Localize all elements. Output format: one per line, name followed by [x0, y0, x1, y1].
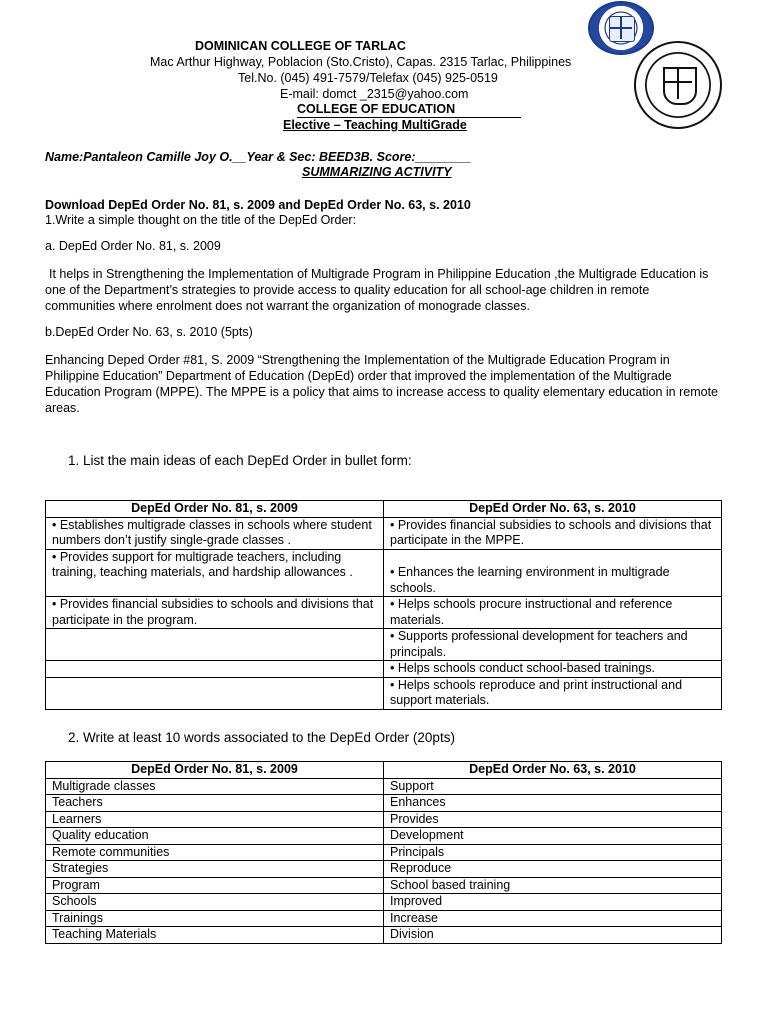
table1-cell: • Enhances the learning environment in multigrade schools.: [384, 549, 722, 597]
table1-header-81: DepEd Order No. 81, s. 2009: [46, 501, 384, 518]
table1-cell: • Helps schools conduct school-based trainings.: [384, 661, 722, 678]
q1a-answer: It helps in Strengthening the Implementation of Multigrade Program in Philippine Education ,the Multigrade Education is one of the Department’s strategies to provide access to quality education for all school-age children in remote communities where enrolment does not warrant the organization of monograde classes.: [45, 267, 709, 313]
table2-cell: Principals: [384, 844, 722, 861]
table2-header-63: DepEd Order No. 63, s. 2010: [384, 762, 722, 779]
table-row: [46, 894, 722, 911]
table2-cell: Reproduce: [384, 861, 722, 878]
table-row: [46, 661, 722, 678]
words-prompt: 2. Write at least 10 words associated to the DepEd Order (20pts): [68, 730, 455, 745]
table1-cell: • Establishes multigrade classes in schools where student numbers don’t justify single-grade classes .: [46, 517, 384, 549]
seal-shield-icon: [663, 67, 697, 105]
q1b-label: b.DepEd Order No. 63, s. 2010 (5pts): [45, 325, 253, 339]
table2-cell: Teachers: [46, 795, 384, 812]
table1-cell: • Provides financial subsidies to schools and divisions that participate in the program.: [46, 597, 384, 629]
school-tel: Tel.No. (045) 491-7579/Telefax (045) 925-0519: [238, 71, 498, 85]
table1-cell: • Provides financial subsidies to schools and divisions that participate in the MPPE.: [384, 517, 722, 549]
table-row: [46, 811, 722, 828]
table-row: [46, 517, 722, 549]
table2-cell: Teaching Materials: [46, 927, 384, 944]
table2-cell: Enhances: [384, 795, 722, 812]
table1-header-63: DepEd Order No. 63, s. 2010: [384, 501, 722, 518]
school-name: DOMINICAN COLLEGE OF TARLAC: [195, 39, 406, 53]
table2-cell: Multigrade classes: [46, 778, 384, 795]
table2-cell: Division: [384, 927, 722, 944]
table-row: [46, 877, 722, 894]
table2-cell: Quality education: [46, 828, 384, 845]
table1-cell: • Helps schools reproduce and print instructional and support materials.: [384, 677, 722, 709]
table-row: [46, 861, 722, 878]
table-row: [46, 549, 722, 597]
table-row: [46, 910, 722, 927]
college-seal-blue: [588, 1, 654, 55]
table2-cell: Improved: [384, 894, 722, 911]
table-row: [46, 677, 722, 709]
table2-cell: Provides: [384, 811, 722, 828]
table1-cell: [46, 677, 384, 709]
table2-cell: Development: [384, 828, 722, 845]
table2-cell: Strategies: [46, 861, 384, 878]
table1-cell: • Provides support for multigrade teachers, including training, teaching materials, and hardship allowances .: [46, 549, 384, 597]
seal-cross-bar: [665, 81, 692, 83]
college-name: COLLEGE OF EDUCATION: [297, 102, 521, 118]
table-row: [46, 795, 722, 812]
table1-cell: [46, 629, 384, 661]
table-row: [46, 844, 722, 861]
seal-cross-bar: [610, 27, 632, 29]
school-email: E-mail: domct _2315@yahoo.com: [280, 87, 469, 101]
table2-cell: School based training: [384, 877, 722, 894]
associated-words-table: [45, 761, 722, 944]
download-line: Download DepEd Order No. 81, s. 2009 and DepEd Order No. 63, s. 2010: [45, 198, 471, 212]
table2-cell: Increase: [384, 910, 722, 927]
table1-cell: [46, 661, 384, 678]
student-info: Name:Pantaleon Camille Joy O.__Year & Sec: BEED3B. Score:________: [45, 150, 472, 164]
table-row: [46, 778, 722, 795]
activity-title: SUMMARIZING ACTIVITY: [302, 165, 452, 179]
table-row: [46, 828, 722, 845]
table2-cell: Program: [46, 877, 384, 894]
main-ideas-table: [45, 500, 722, 710]
table1-cell: • Helps schools procure instructional and reference materials.: [384, 597, 722, 629]
q1a-label: a. DepEd Order No. 81, s. 2009: [45, 239, 221, 253]
table-row: [46, 597, 722, 629]
list-prompt: 1. List the main ideas of each DepEd Order in bullet form:: [68, 453, 412, 468]
table2-cell: Remote communities: [46, 844, 384, 861]
table2-cell: Trainings: [46, 910, 384, 927]
seal-shield-icon: [609, 16, 635, 42]
q1-prompt: 1.Write a simple thought on the title of the DepEd Order:: [45, 213, 357, 227]
table1-cell: • Supports professional development for teachers and principals.: [384, 629, 722, 661]
college-seal-black: [634, 41, 722, 129]
table-row: [46, 629, 722, 661]
course-title: Elective – Teaching MultiGrade: [283, 118, 467, 132]
table2-cell: Learners: [46, 811, 384, 828]
table2-cell: Support: [384, 778, 722, 795]
table2-header-81: DepEd Order No. 81, s. 2009: [46, 762, 384, 779]
table2-cell: Schools: [46, 894, 384, 911]
q1b-answer: Enhancing Deped Order #81, S. 2009 “Strengthening the Implementation of the Multigrade Education Program in Philippine Education” Department of Education (DepEd) order that improved the implementation of the Multigrade Education Program (MPPE). The MPPE is a policy that aims to increase access to quality elementary education in remote areas.: [45, 353, 718, 415]
school-address: Mac Arthur Highway, Poblacion (Sto.Cristo), Capas. 2315 Tarlac, Philippines: [150, 55, 572, 69]
seal-cross-icon: [677, 69, 679, 99]
table-row: [46, 927, 722, 944]
